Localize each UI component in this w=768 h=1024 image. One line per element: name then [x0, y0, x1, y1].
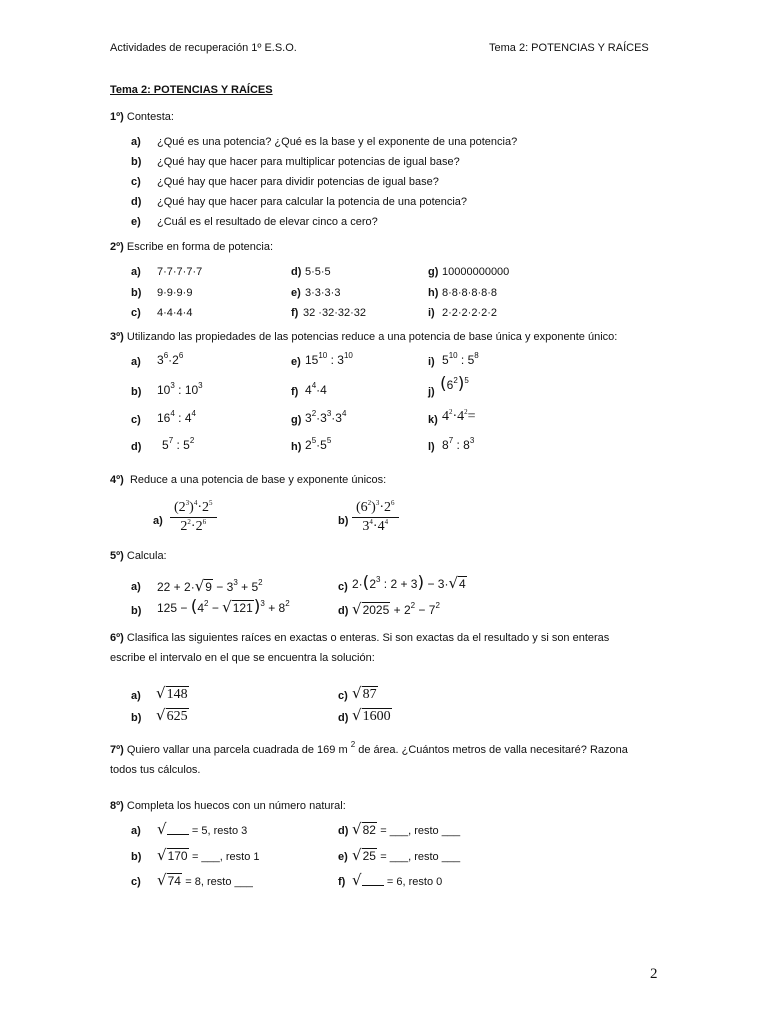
q8-label-f: f) — [338, 876, 346, 888]
q4-expr-a: $\frac{(2^3)^4\cdot 2^5}{2^2\cdot 2^6}$ — [170, 500, 217, 535]
q1-label-b: b) — [131, 156, 142, 168]
q8-blank-f[interactable] — [362, 875, 384, 886]
q3-label-a: a) — [131, 356, 141, 368]
q3-label-k: k) — [428, 414, 438, 426]
q5-expr-c: $2\cdot(2^3$ : 2 + 3) − 3·√4 — [352, 573, 466, 593]
q7-title: 7º) Quiero vallar una parcela cuadrada de 169 m $^2$ de área. ¿Cuántos metros de valla necesitaré? Razona — [110, 740, 628, 756]
q3-expr-c: $16^4$ : $4^4$ — [157, 409, 196, 425]
q5-label-a: a) — [131, 581, 141, 593]
q1-text-a: ¿Qué es una potencia? ¿Qué es la base y el exponente de una potencia? — [157, 136, 518, 148]
q5-title: 5º) Calcula: — [110, 550, 167, 562]
q1-label-e: e) — [131, 216, 141, 228]
q2-label-b: b) — [131, 287, 142, 299]
q3-expr-i: $5^{10}$ : $5^8$ — [442, 351, 479, 367]
q8-blank-a[interactable] — [167, 824, 189, 835]
q1-text-b: ¿Qué hay que hacer para multiplicar potencias de igual base? — [157, 156, 460, 168]
q6-label-c: c) — [338, 690, 348, 702]
q8-expr-f: √ = 6, resto 0 — [352, 871, 443, 889]
q6-expr-d: √1600 — [352, 706, 391, 724]
q2-label-i: i) — [428, 307, 435, 319]
q8-label-e: e) — [338, 851, 348, 863]
q4-title: 4º) Reduce a una potencia de base y exponente únicos: — [110, 474, 387, 486]
q3-expr-k: $4^2\cdot 4^2=$ — [442, 408, 476, 424]
q3-label-g: g) — [291, 414, 302, 426]
q6-expr-a: √148 — [156, 684, 188, 702]
q3-label-b: b) — [131, 386, 142, 398]
page-number: 2 — [650, 966, 658, 982]
q6-label-b: b) — [131, 712, 142, 724]
q1-text-d: ¿Qué hay que hacer para calcular la potencia de una potencia? — [157, 196, 468, 208]
q5-label-b: b) — [131, 605, 142, 617]
q3-label-e: e) — [291, 356, 301, 368]
q3-expr-b: $10^3$ : $10^3$ — [157, 381, 203, 397]
q8-expr-b: √170 = ___, resto 1 — [157, 846, 260, 864]
header-left: Actividades de recuperación 1º E.S.O. — [110, 42, 297, 54]
q1-text-c: ¿Qué hay que hacer para dividir potencias de igual base? — [157, 176, 439, 188]
header-right: Tema 2: POTENCIAS Y RAÍCES — [489, 42, 649, 54]
q8-expr-a: √ = 5, resto 3 — [157, 820, 248, 838]
q3-expr-d: $5^7$ : $5^2$ — [162, 436, 195, 452]
q3-label-c: c) — [131, 414, 141, 426]
q2-text-g: 10000000000 — [442, 266, 510, 278]
q6-label-a: a) — [131, 690, 141, 702]
q8-label-d: d) — [338, 825, 349, 837]
q3-expr-j: $(6^2)^5$ — [440, 374, 469, 394]
q2-text-d: 5·5·5 — [305, 266, 331, 278]
q1-label-d: d) — [131, 196, 142, 208]
q2-label-h: h) — [428, 287, 439, 299]
q2-text-f: 32 ·32·32·32 — [303, 307, 366, 319]
q3-expr-f: $4^4\cdot 4$ — [305, 381, 327, 397]
q3-expr-h: $2^5\cdot 5^5$ — [305, 436, 332, 452]
q1-title: 1º) Contesta: — [110, 111, 174, 123]
q3-label-i: i) — [428, 356, 435, 368]
q2-text-h: 8·8·8·8·8·8 — [442, 287, 498, 299]
q5-label-d: d) — [338, 605, 349, 617]
q3-expr-e: $15^{10}$ : $3^{10}$ — [305, 351, 353, 367]
q2-text-a: 7·7·7·7·7 — [157, 266, 203, 278]
q6-line2: escribe el intervalo en el que se encuentra la solución: — [110, 652, 375, 664]
q6-expr-c: √87 — [352, 684, 377, 702]
q2-label-g: g) — [428, 266, 439, 278]
q2-text-i: 2·2·2·2·2·2 — [442, 307, 498, 319]
q2-text-b: 9·9·9·9 — [157, 287, 193, 299]
q3-title: 3º) Utilizando las propiedades de las potencias reduce a una potencia de base única y exponente único: — [110, 331, 618, 343]
q4-expr-b: $\frac{(6^2)^3\cdot 2^6}{3^4\cdot 4^4}$ — [352, 500, 399, 535]
q8-label-a: a) — [131, 825, 141, 837]
q2-label-f: f) — [291, 307, 299, 319]
q3-expr-a: $3^6\cdot 2^6$ — [157, 351, 184, 367]
q3-label-f: f) — [291, 386, 299, 398]
q2-text-c: 4·4·4·4 — [157, 307, 193, 319]
q3-label-d: d) — [131, 441, 142, 453]
page-title: Tema 2: POTENCIAS Y RAÍCES — [110, 84, 273, 96]
q5-label-c: c) — [338, 581, 348, 593]
q7-line2: todos tus cálculos. — [110, 764, 201, 776]
q2-label-d: d) — [291, 266, 302, 278]
q3-expr-g: $3^2\cdot 3^3\cdot 3^4$ — [305, 409, 347, 425]
q1-label-c: c) — [131, 176, 141, 188]
q6-expr-b: √625 — [156, 706, 188, 724]
q3-expr-l: $8^7$ : $8^3$ — [442, 436, 475, 452]
q2-label-a: a) — [131, 266, 141, 278]
q8-expr-e: √25 = ___, resto ___ — [352, 846, 461, 864]
q8-label-c: c) — [131, 876, 141, 888]
q6-label-d: d) — [338, 712, 349, 724]
q2-title: 2º) Escribe en forma de potencia: — [110, 241, 274, 253]
q3-label-j: j) — [428, 386, 435, 398]
q2-label-e: e) — [291, 287, 301, 299]
q1-label-a: a) — [131, 136, 141, 148]
q1-text-e: ¿Cuál es el resultado de elevar cinco a cero? — [157, 216, 378, 228]
q3-label-l: l) — [428, 441, 435, 453]
q8-expr-d: √82 = ___, resto ___ — [352, 820, 461, 838]
q4-label-b: b) — [338, 515, 349, 527]
q5-expr-d: $√2025 + 2^2 - 7^2$ — [352, 600, 440, 618]
q3-label-h: h) — [291, 441, 302, 453]
q2-label-c: c) — [131, 307, 141, 319]
q5-expr-b: $125 - (4^2 - √121)^3 + 8^2$ — [157, 597, 290, 617]
q8-label-b: b) — [131, 851, 142, 863]
q6-title: 6º) Clasifica las siguientes raíces en exactas o enteras. Si son exactas da el resultado y si son enteras — [110, 632, 610, 644]
q4-label-a: a) — [153, 515, 163, 527]
q2-text-e: 3·3·3·3 — [305, 287, 341, 299]
q8-expr-c: √74 = 8, resto ___ — [157, 871, 253, 889]
q8-title: 8º) Completa los huecos con un número natural: — [110, 800, 346, 812]
q5-expr-a: $22 + 2\cdot√9 - 3^3 + 5^2$ — [157, 577, 263, 595]
